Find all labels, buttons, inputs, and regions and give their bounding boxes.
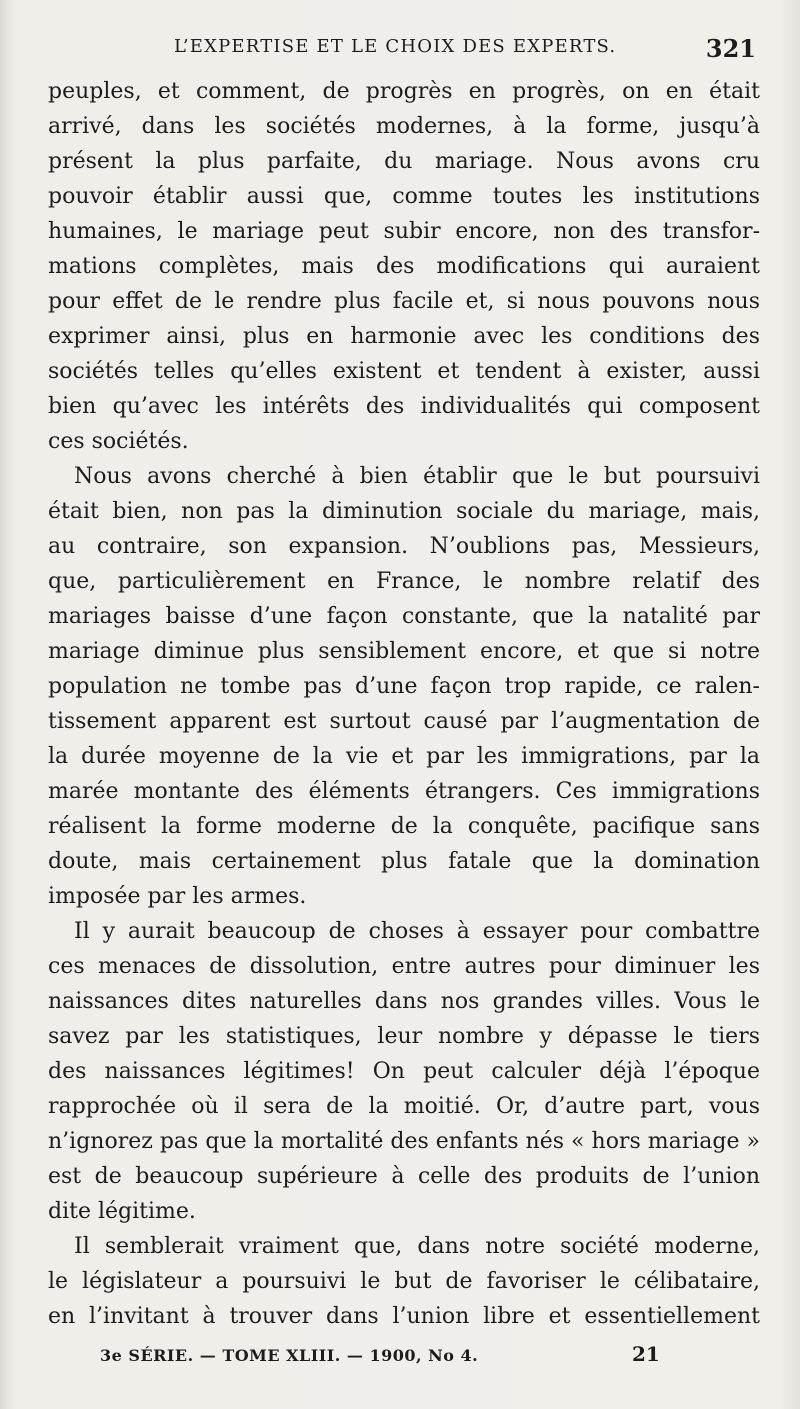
text-line: la durée moyenne de la vie et par les immigrations, par la	[48, 744, 760, 769]
body-text	[48, 74, 760, 1334]
text-line: ces sociétés.	[48, 429, 189, 454]
text-line: sociétés telles qu’elles existent et tendent à exister, aussi	[48, 359, 760, 384]
text-line: Nous avons cherché à bien établir que le but poursuivi	[74, 464, 760, 489]
text-line: imposée par les armes.	[48, 884, 307, 909]
text-line: pouvoir établir aussi que, comme toutes les institutions	[48, 184, 760, 209]
text-line: ces menaces de dissolution, entre autres pour diminuer les	[48, 954, 760, 979]
signature-mark: 21	[632, 1342, 660, 1366]
page-header	[48, 34, 760, 68]
text-line: naissances dites naturelles dans nos grandes villes. Vous le	[48, 989, 760, 1014]
text-line: était bien, non pas la diminution sociale du mariage, mais,	[48, 499, 760, 524]
text-line: dite légitime.	[48, 1199, 196, 1224]
text-line: bien qu’avec les intérêts des individualités qui composent	[48, 394, 760, 419]
text-line: Il semblerait vraiment que, dans notre société moderne,	[74, 1234, 760, 1259]
text-line: réalisent la forme moderne de la conquête, pacifique sans	[48, 814, 760, 839]
text-line: Il y aurait beaucoup de choses à essayer pour combattre	[74, 919, 760, 944]
text-line: savez par les statistiques, leur nombre y dépasse le tiers	[48, 1024, 760, 1049]
text-line: des naissances légitimes! On peut calculer déjà l’époque	[48, 1059, 760, 1084]
text-line: n’ignorez pas que la mortalité des enfants nés « hors mariage »	[48, 1129, 760, 1154]
text-line: rapprochée où il sera de la moitié. Or, d’autre part, vous	[48, 1094, 760, 1119]
text-line: que, particulièrement en France, le nombre relatif des	[48, 569, 760, 594]
text-line: humaines, le mariage peut subir encore, non des transfor-	[48, 219, 760, 244]
text-line: exprimer ainsi, plus en harmonie avec les conditions des	[48, 324, 760, 349]
text-line: population ne tombe pas d’une façon trop rapide, ce ralen-	[48, 674, 760, 699]
series-line: 3e SÉRIE. — TOME XLIII. — 1900, No 4.	[100, 1346, 479, 1365]
text-line: le législateur a poursuivi le but de favoriser le célibataire,	[48, 1269, 760, 1294]
page-footer	[48, 1342, 760, 1372]
text-line: peuples, et comment, de progrès en progrès, on en était	[48, 79, 760, 104]
running-title: L’EXPERTISE ET LE CHOIX DES EXPERTS.	[174, 36, 617, 57]
text-line: arrivé, dans les sociétés modernes, à la forme, jusqu’à	[48, 114, 760, 139]
text-line: pour effet de le rendre plus facile et, si nous pouvons nous	[48, 289, 760, 314]
page-number: 321	[705, 34, 756, 63]
text-line: mariage diminue plus sensiblement encore, et que si notre	[48, 639, 760, 664]
text-line: doute, mais certainement plus fatale que la domination	[48, 849, 760, 874]
text-line: présent la plus parfaite, du mariage. Nous avons cru	[48, 149, 760, 174]
text-line: est de beaucoup supérieure à celle des produits de l’union	[48, 1164, 760, 1189]
text-line: mations complètes, mais des modifications qui auraient	[48, 254, 760, 279]
text-line: en l’invitant à trouver dans l’union libre et essentiellement	[48, 1304, 760, 1329]
text-line: mariages baisse d’une façon constante, que la natalité par	[48, 604, 760, 629]
text-line: marée montante des éléments étrangers. Ces immigrations	[48, 779, 760, 804]
text-line: au contraire, son expansion. N’oublions pas, Messieurs,	[48, 534, 760, 559]
text-line: tissement apparent est surtout causé par l’augmentation de	[48, 709, 760, 734]
